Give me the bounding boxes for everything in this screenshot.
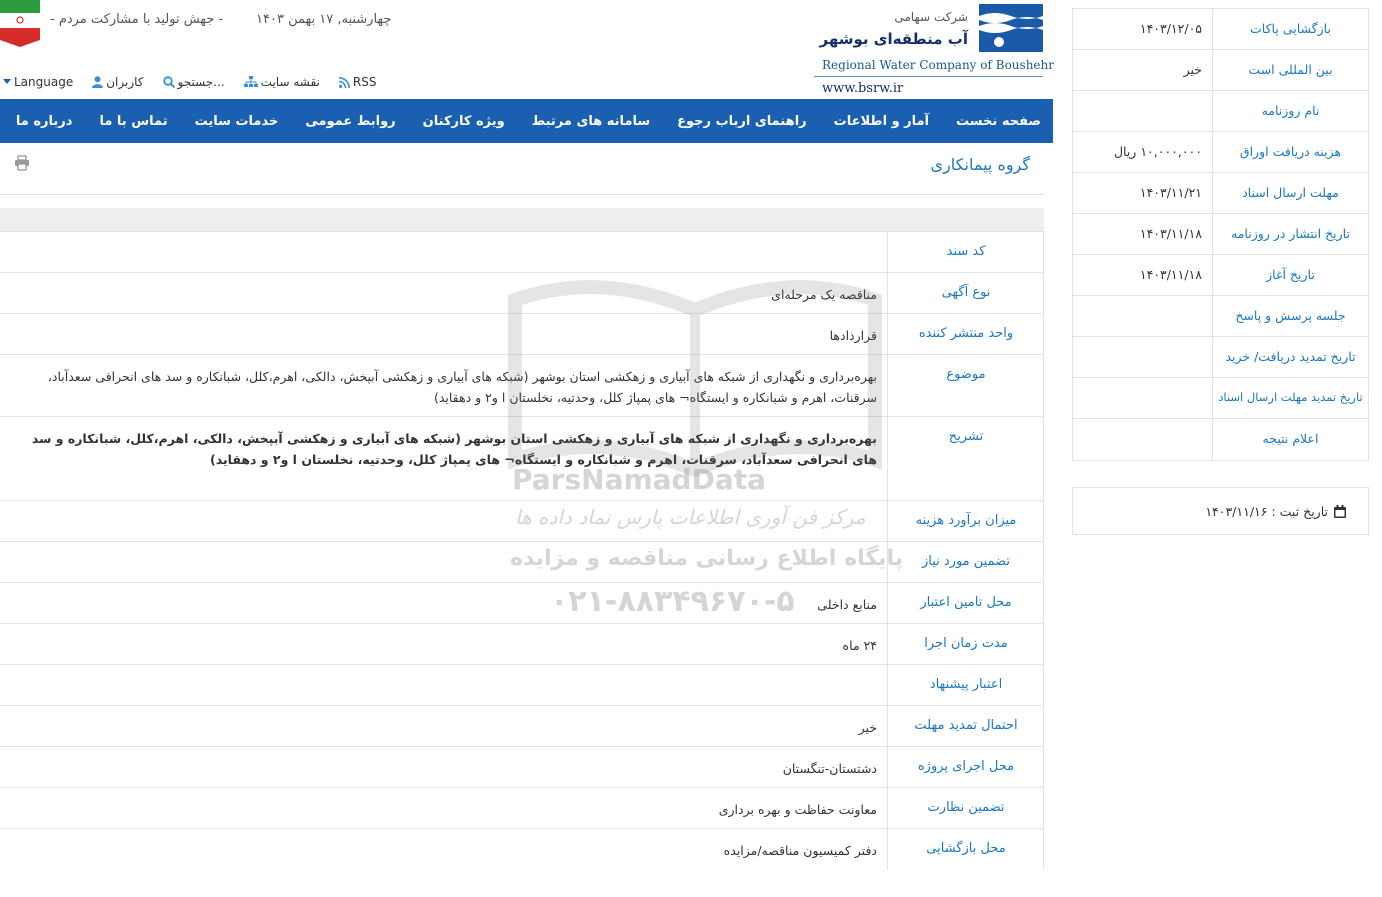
calendar-icon xyxy=(1334,505,1346,518)
nav-item-related-systems[interactable]: سامانه های مرتبط xyxy=(531,113,651,129)
sidebar-label: بازگشایی پاکات xyxy=(1212,9,1368,49)
sidebar-label: تاریخ تمدید مهلت ارسال اسناد xyxy=(1212,378,1368,418)
row-value: دفتر کمیسیون مناقصه/مزایده xyxy=(723,843,877,858)
sidebar-label: بین المللی است xyxy=(1212,50,1368,90)
watermark-phone: ۰۲۱-۸۸۳۴۹۶۷۰-۵ xyxy=(550,584,795,619)
watermark-line2: پایگاه اطلاع رسانی مناقصه و مزایده xyxy=(510,546,903,571)
table-row xyxy=(0,829,1044,870)
table-row xyxy=(0,788,1044,829)
users-label: کاربران xyxy=(106,75,144,89)
row-label: مدت زمان اجرا xyxy=(887,624,1044,664)
sidebar-label: تاریخ انتشار در روزنامه xyxy=(1212,214,1368,254)
sidebar-value: خیر xyxy=(1183,62,1202,77)
watermark-latin: ParsNamadData xyxy=(512,463,766,496)
language-menu[interactable] xyxy=(0,75,73,89)
table-row xyxy=(0,706,1044,747)
sidebar-info xyxy=(1072,8,1369,461)
row-value: منابع داخلی xyxy=(817,597,877,612)
sidebar-row xyxy=(1073,50,1368,91)
row-label: تضمین مورد نیاز xyxy=(887,542,1044,582)
sidebar-value xyxy=(1073,296,1212,336)
table-row xyxy=(0,355,1044,417)
row-value: معاونت حفاظت و بهره برداری xyxy=(718,802,877,817)
nav-item-statistics[interactable]: آمار و اطلاعات xyxy=(833,113,930,129)
main-navigation xyxy=(0,99,1053,143)
slogan-text: - جهش تولید با مشارکت مردم - xyxy=(50,12,224,27)
sidebar-row xyxy=(1073,337,1368,378)
top-toolbar xyxy=(0,72,392,92)
chevron-down-icon xyxy=(3,79,11,85)
registration-date-box xyxy=(1072,487,1369,535)
site-header xyxy=(0,0,1053,100)
row-value: خیر xyxy=(858,720,877,735)
logo-wave-icon xyxy=(979,4,1043,52)
sidebar-value: ۱۴۰۳/۱۱/۱۸ xyxy=(1139,267,1202,282)
sitemap-link[interactable] xyxy=(241,75,320,89)
sidebar-row xyxy=(1073,378,1368,419)
row-value: ۲۴ ماه xyxy=(842,638,877,653)
sidebar-label: تاریخ آغاز xyxy=(1212,255,1368,295)
user-icon xyxy=(92,76,103,88)
logo-company-name: آب منطقه‌ای بوشهر xyxy=(819,30,968,48)
sidebar-label: تاریخ تمدید دریافت/ خرید xyxy=(1212,337,1368,377)
sidebar-label: مهلت ارسال اسناد xyxy=(1212,173,1368,213)
nav-item-about[interactable]: درباره ما xyxy=(15,113,73,129)
search-icon xyxy=(163,76,175,88)
nav-item-site-services[interactable]: خدمات سایت xyxy=(194,113,279,129)
sidebar-label: نام روزنامه xyxy=(1212,91,1368,131)
search-link[interactable] xyxy=(160,75,225,89)
sidebar-value: ۱۰,۰۰۰,۰۰۰ ریال xyxy=(1113,144,1202,159)
page-header xyxy=(0,143,1044,195)
section-bar xyxy=(0,208,1044,232)
registration-date: تاریخ ثبت : ۱۴۰۳/۱۱/۱۶ xyxy=(1205,503,1328,519)
users-link[interactable] xyxy=(89,75,143,89)
rss-link[interactable] xyxy=(336,75,377,89)
nav-item-public-relations[interactable]: روابط عمومی xyxy=(305,113,396,129)
sidebar-label: هزینه دریافت اوراق xyxy=(1212,132,1368,172)
table-row xyxy=(0,314,1044,355)
sidebar-label: جلسه پرسش و پاسخ xyxy=(1212,296,1368,336)
sidebar-value xyxy=(1073,419,1212,460)
watermark-line1: مرکز فن آوری اطلاعات پارس نماد داده ها xyxy=(515,505,866,529)
logo-divider xyxy=(814,76,1043,77)
row-label: اعتبار پیشنهاد xyxy=(887,665,1044,705)
sidebar-value: ۱۴۰۳/۱۲/۰۵ xyxy=(1139,21,1202,36)
current-date: چهارشنبه, ۱۷ بهمن ۱۴۰۳ xyxy=(256,12,392,27)
nav-item-home[interactable]: صفحه نخست xyxy=(956,113,1041,129)
table-row xyxy=(0,747,1044,788)
company-logo[interactable] xyxy=(812,0,1054,100)
nav-item-client-guide[interactable]: راهنمای ارباب رجوع xyxy=(677,113,807,129)
row-label: تشریح xyxy=(887,417,1044,500)
table-row xyxy=(0,624,1044,665)
page-title: گروه پیمانکاری xyxy=(930,155,1030,174)
sidebar-row xyxy=(1073,132,1368,173)
row-value: بهره‌برداری و نگهداری از شبکه های آبیاری و زهکشی استان بوشهر (شبکه های آبیاری و زهکشی آبپخش، دالکی، اهرم،کلل، شبانکاره و سد های انحرافی سعدآباد، سرقنات، اهرم و شبانکاره و ایستگاه¬ های پمپاژ کلل، وحدتیه، نخلستان ا و۲ و دهقاید) xyxy=(31,431,877,467)
rss-icon xyxy=(339,77,350,88)
sidebar-row xyxy=(1073,9,1368,50)
sidebar-row xyxy=(1073,91,1368,132)
print-icon[interactable] xyxy=(14,155,30,171)
table-row xyxy=(0,273,1044,314)
row-value xyxy=(0,665,887,705)
row-label: محل اجرای پروژه xyxy=(887,747,1044,787)
sidebar-row xyxy=(1073,255,1368,296)
logo-english-name: Regional Water Company of Boushehr xyxy=(822,58,1054,72)
row-value xyxy=(0,232,887,272)
nav-item-contact[interactable]: تماس با ما xyxy=(99,113,168,129)
sidebar-value: ۱۴۰۳/۱۱/۱۸ xyxy=(1139,226,1202,241)
search-label: جستجو... xyxy=(177,75,225,89)
row-label: تضمین نظارت xyxy=(887,788,1044,828)
sidebar-row xyxy=(1073,173,1368,214)
row-label: موضوع xyxy=(887,355,1044,416)
sidebar-row xyxy=(1073,419,1368,460)
sidebar-row xyxy=(1073,214,1368,255)
sitemap-label: نقشه سایت xyxy=(260,75,320,89)
rss-label: RSS xyxy=(352,75,377,89)
row-value: مناقصه یک مرحله‌ای xyxy=(771,287,877,302)
sidebar-row xyxy=(1073,296,1368,337)
row-label: احتمال تمدید مهلت xyxy=(887,706,1044,746)
row-value: قراردادها xyxy=(829,328,877,343)
table-row xyxy=(0,232,1044,273)
table-row xyxy=(0,583,1044,624)
logo-url[interactable]: www.bsrw.ir xyxy=(822,81,904,96)
logo-company-small: شرکت سهامی xyxy=(894,10,968,24)
row-value: دشتستان-تنگستان xyxy=(782,761,877,776)
row-value: بهره‌برداری و نگهداری از شبکه های آبیاری و زهکشی استان بوشهر (شبکه های آبیاری و زهکشی آبپخش، دالکی، اهرم،کلل، شبانکاره و سد های انحرافی سعدآباد، سرقنات، اهرم و شبانکاره و ایستگاه¬ های پمپاژ کلل، وحدتیه، نخلستان ا و۲ و دهقاید) xyxy=(47,369,877,405)
sidebar-value xyxy=(1073,337,1212,377)
row-label: میزان برآورد هزینه xyxy=(887,501,1044,541)
sidebar-value: ۱۴۰۳/۱۱/۲۱ xyxy=(1139,185,1202,200)
sitemap-icon xyxy=(244,76,258,88)
row-label: واحد منتشر کننده xyxy=(887,314,1044,354)
sidebar-value xyxy=(1073,378,1212,418)
language-label: Language xyxy=(14,75,74,89)
row-label: محل بازگشایی xyxy=(887,829,1044,870)
row-label: کد سند xyxy=(887,232,1044,272)
nav-item-staff[interactable]: ویژه کارکنان xyxy=(422,113,505,129)
sidebar-label: اعلام نتیجه xyxy=(1212,419,1368,460)
row-label: محل تامین اعتبار xyxy=(887,583,1044,623)
row-label: نوع آگهی xyxy=(887,273,1044,313)
sidebar-value xyxy=(1073,91,1212,131)
iran-flag-icon xyxy=(0,0,40,47)
table-row xyxy=(0,665,1044,706)
